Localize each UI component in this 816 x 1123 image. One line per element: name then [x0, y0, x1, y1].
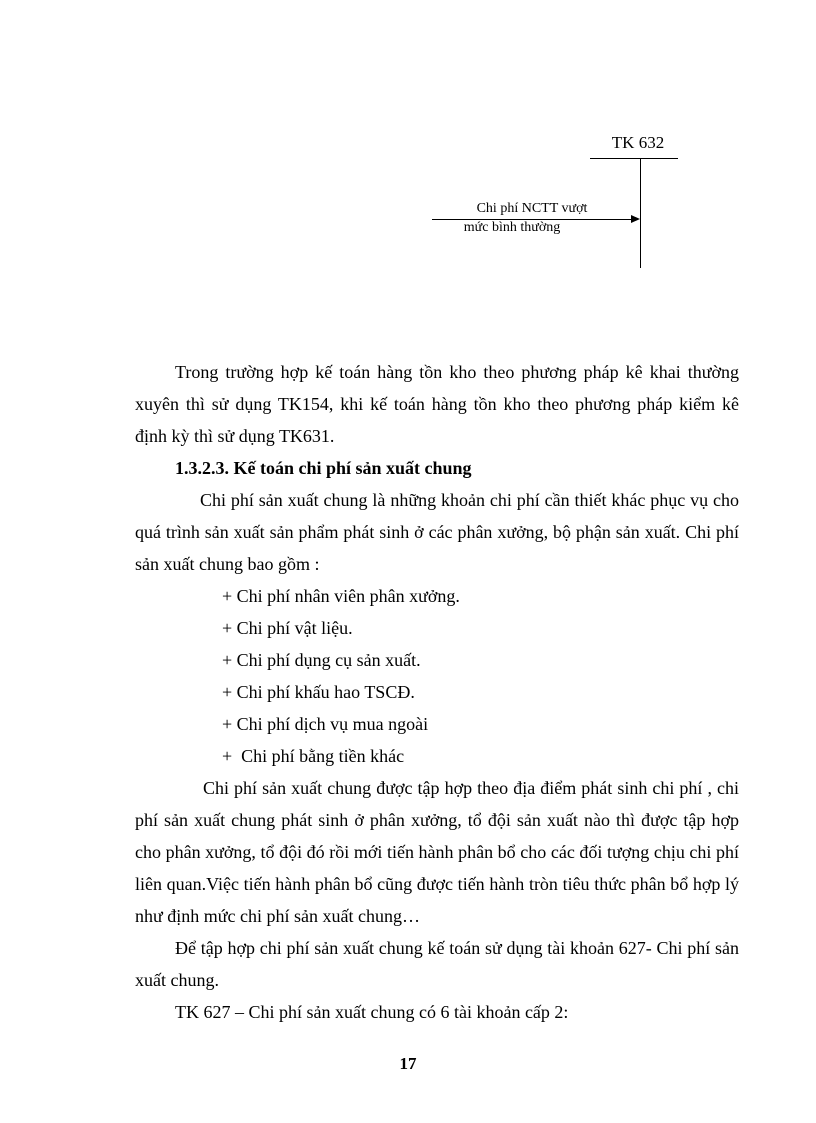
t-account-vertical-line — [640, 158, 641, 268]
account-label: TK 632 — [611, 133, 665, 152]
arrow-label-bottom: mức bình thường — [463, 220, 561, 235]
list-item: + Chi phí vật liệu. — [222, 618, 353, 638]
arrow-label-top: Chi phí NCTT vượt — [476, 201, 588, 216]
body-text — [135, 356, 739, 1028]
list-item: + Chi phí bằng tiền khác — [222, 746, 405, 766]
list-item: + Chi phí dụng cụ sản xuất. — [222, 650, 421, 670]
paragraph-allocation: Chi phí sản xuất chung được tập hợp theo địa điểm phát sinh chi phí , chi phí sản xuất chung phát sinh ở phân xưởng, tổ đội sản xuất nào thì được tập hợp cho phân xưởng, tổ đội đó rồi mới tiến hành phân bổ cho các đối tượng chịu chi phí liên quan.Việc tiến hành phân bổ cũng được tiến hành tròn tiêu thức phân bổ hợp lý như định mức chi phí sản xuất chung… — [135, 778, 739, 926]
arrow-head-icon — [631, 215, 640, 223]
list-item: + Chi phí dịch vụ mua ngoài — [222, 714, 429, 734]
section-heading: 1.3.2.3. Kế toán chi phí sản xuất chung — [175, 458, 472, 478]
page-number: 17 — [399, 1054, 417, 1073]
t-account-top-line — [590, 158, 678, 159]
paragraph-sub-accounts: TK 627 – Chi phí sản xuất chung có 6 tài khoản cấp 2: — [175, 1002, 569, 1022]
paragraph-account-627: Để tập hợp chi phí sản xuất chung kế toán sử dụng tài khoản 627- Chi phí sản xuất chung. — [135, 938, 739, 990]
paragraph-overhead-definition: Chi phí sản xuất chung là những khoản chi phí cần thiết khác phục vụ cho quá trình sản xuất sản phẩm phát sinh ở các phân xưởng, bộ phận sản xuất. Chi phí sản xuất chung bao gồm : — [135, 490, 739, 574]
paragraph-inventory-method: Trong trường hợp kế toán hàng tồn kho theo phương pháp kê khai thường xuyên thì sử dụng TK154, khi kế toán hàng tồn kho theo phương pháp kiểm kê định kỳ thì sử dụng TK631. — [135, 362, 739, 446]
list-item: + Chi phí nhân viên phân xưởng. — [222, 586, 460, 606]
list-item: + Chi phí khấu hao TSCĐ. — [222, 682, 415, 702]
